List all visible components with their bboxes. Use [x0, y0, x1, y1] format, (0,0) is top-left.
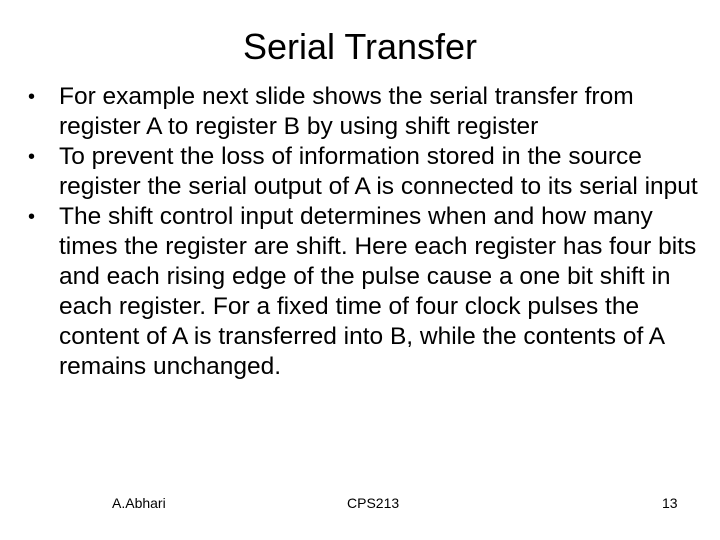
footer-course: CPS213	[347, 495, 400, 511]
bullet-item	[28, 202, 700, 382]
bullet-item	[28, 82, 700, 142]
footer-page-number: 13	[662, 495, 678, 511]
bullet-text: The shift control input determines when and how many times the register are shift. Here each register has four bits and each rising edge of the pulse cause a one bit shift in each register. For a fixed time of four clock pulses the content of A is transferred into B, while the contents of A remains unchanged.	[59, 203, 697, 380]
slide-title: Serial Transfer	[242, 26, 478, 67]
bullet-item	[28, 142, 700, 202]
bullet-list	[28, 82, 700, 382]
footer-author: A.Abhari	[112, 495, 166, 511]
bullet-marker-icon: •	[28, 146, 36, 168]
bullet-marker-icon: •	[28, 86, 36, 108]
bullet-text: To prevent the loss of information stored in the source register the serial output of A is connected to its serial input	[59, 143, 698, 200]
bullet-marker-icon: •	[28, 206, 36, 228]
bullet-text: For example next slide shows the serial transfer from register A to register B by using shift register	[59, 83, 634, 140]
